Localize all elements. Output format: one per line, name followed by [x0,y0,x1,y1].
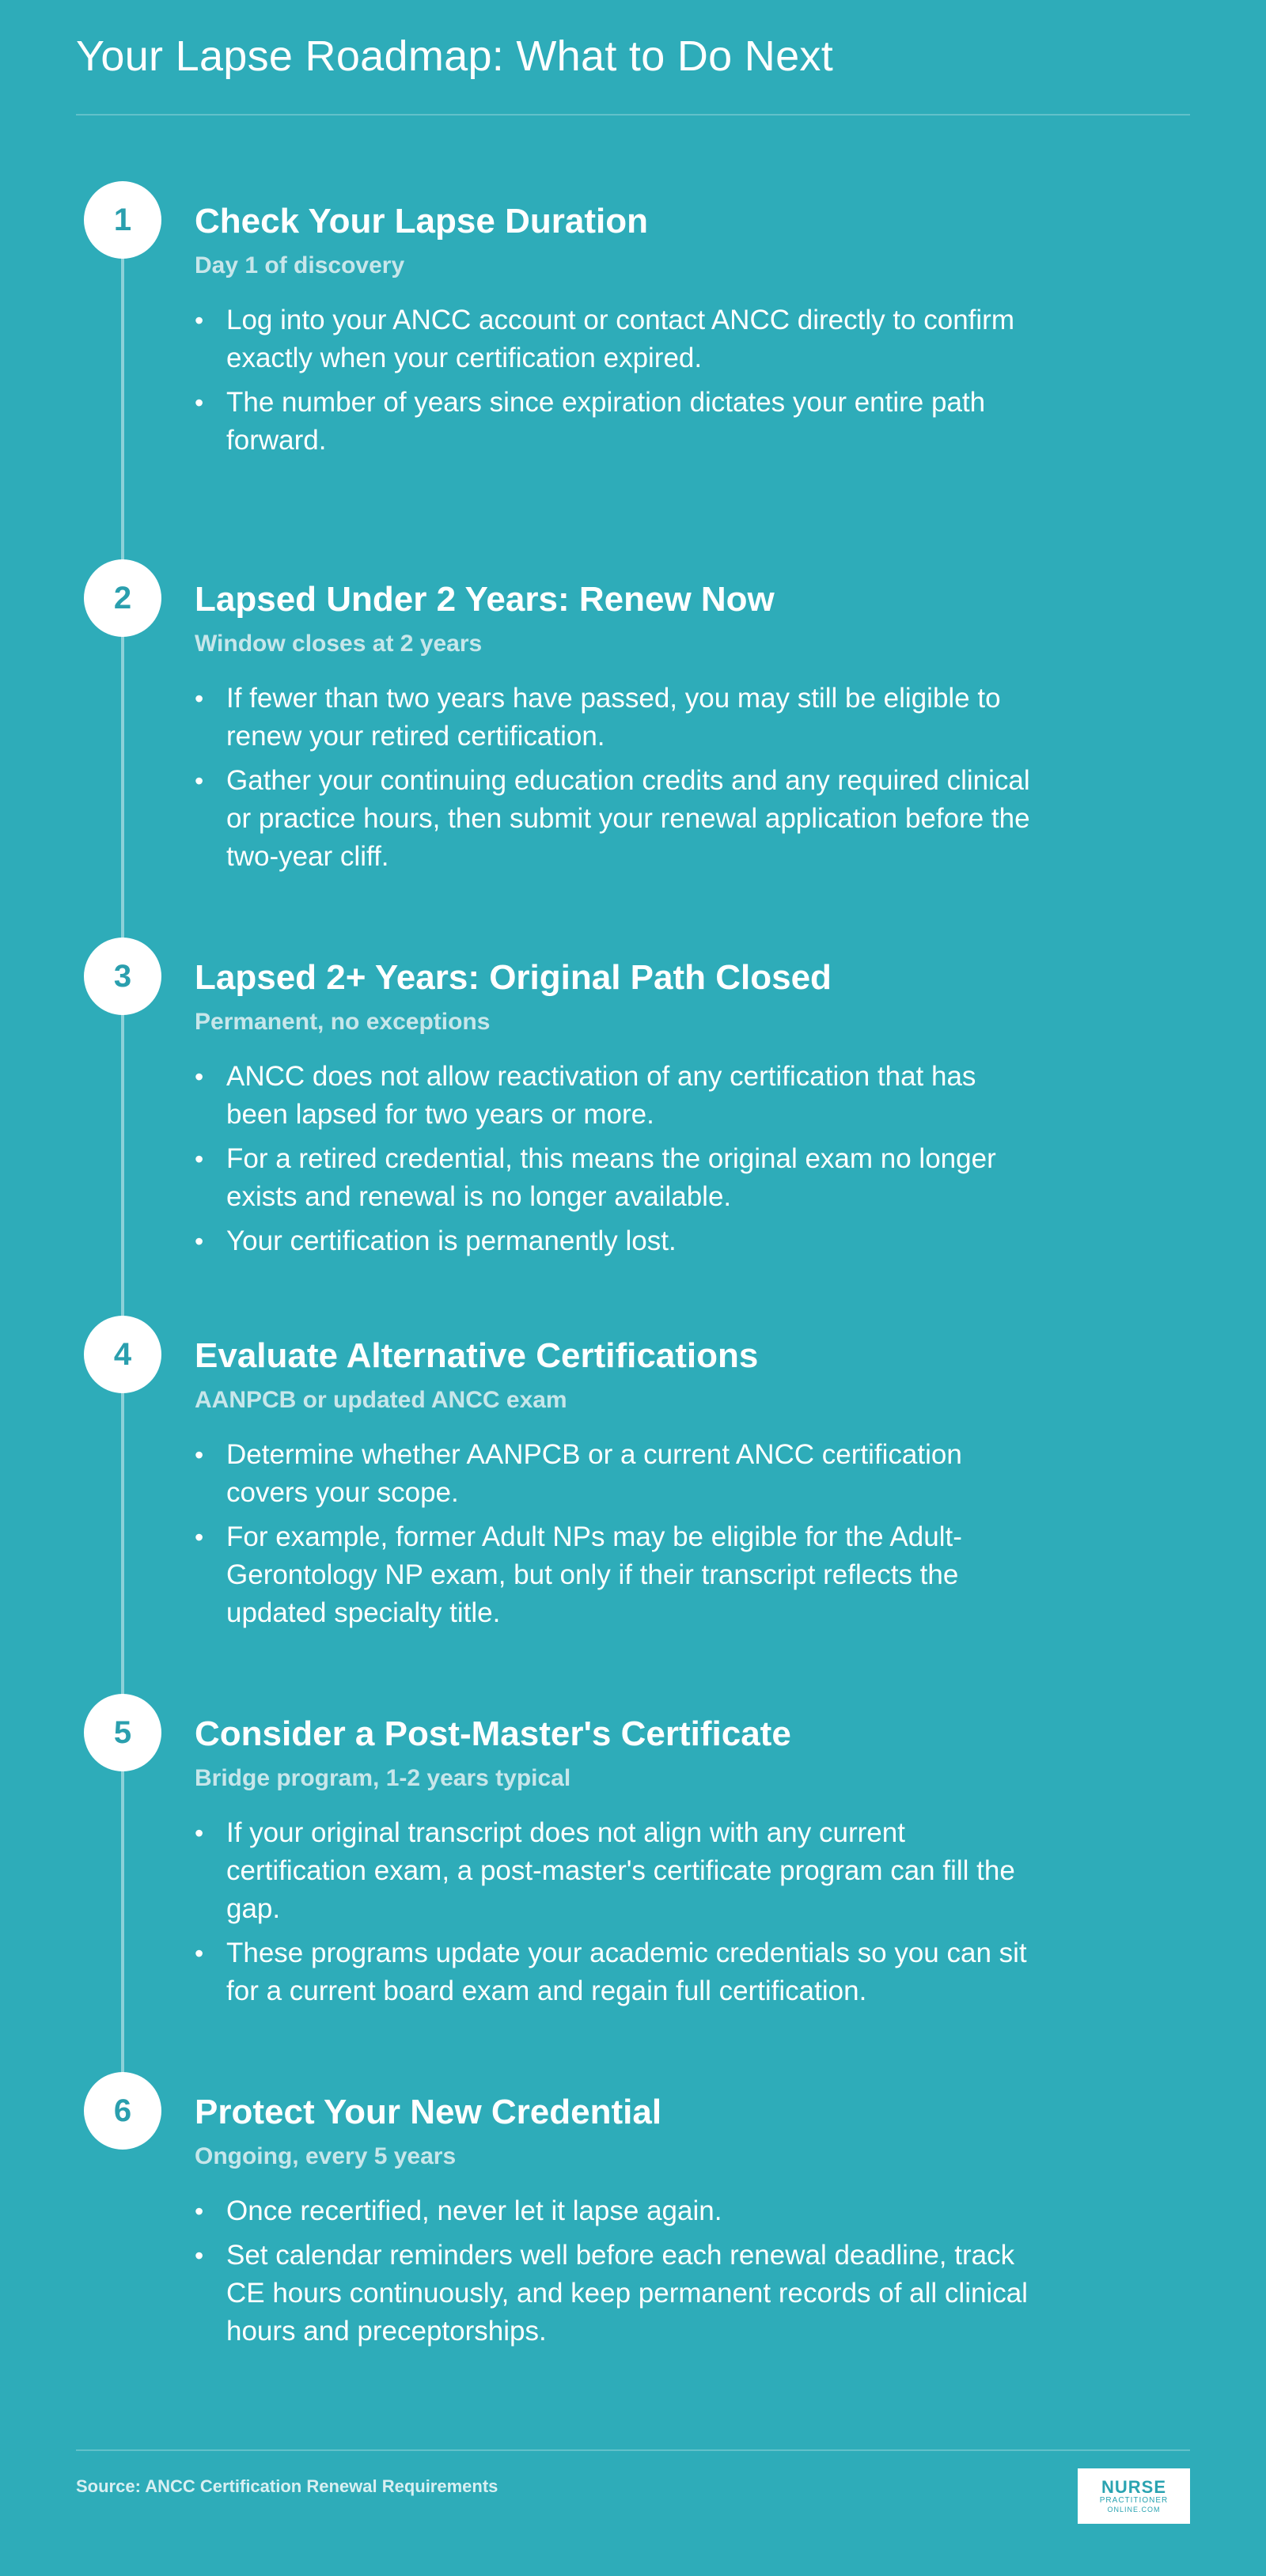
step-title: Protect Your New Credential [195,2093,662,2131]
step-subtitle: Bridge program, 1-2 years typical [195,1765,571,1791]
step-subtitle: Day 1 of discovery [195,252,405,278]
step-number-badge: 1 [84,181,161,259]
step-subtitle: Ongoing, every 5 years [195,2143,457,2169]
step-title: Check Your Lapse Duration [195,202,648,241]
logo-text-practitioner: PRACTITIONER [1099,2496,1169,2505]
logo-text-nurse: NURSE [1101,2477,1166,2497]
step-bullet: • ANCC does not allow reactivation of any certification that has been lapsed for two years or more. [195,1058,1033,1134]
step-bullet: • Log into your ANCC account or contact ANCC directly to confirm exactly when your certification expired. [195,301,1033,377]
step-bullet: • Set calendar reminders well before each renewal deadline, track CE hours continuously, and keep permanent records of all clinical hours and preceptorships. [195,2237,1033,2351]
step-bullet: • The number of years since expiration dictates your entire path forward. [195,384,1033,460]
logo-text-online: ONLINE.COM [1107,2506,1161,2513]
step-number-badge: 2 [84,559,161,637]
step-title: Lapsed 2+ Years: Original Path Closed [195,958,832,997]
step-subtitle: AANPCB or updated ANCC exam [195,1387,567,1413]
step-bullet: • If your original transcript does not align with any current certification exam, a post-master's certificate program can fill the gap. [195,1814,1033,1928]
step-bullet-list [195,2192,1033,2357]
step-bullet-list [195,680,1033,882]
step-bullet-list [195,1814,1033,2017]
step-bullet-list [195,301,1033,466]
title-divider [76,114,1190,116]
step-bullet: • Your certification is permanently lost. [195,1222,1033,1260]
step-number-badge: 6 [84,2072,161,2150]
step-title: Lapsed Under 2 Years: Renew Now [195,580,775,619]
step-title: Evaluate Alternative Certifications [195,1336,759,1375]
step-title: Consider a Post-Master's Certificate [195,1714,791,1753]
step-bullet: • These programs update your academic credentials so you can sit for a current board exam and regain full certification. [195,1934,1033,2010]
step-subtitle: Permanent, no exceptions [195,1009,491,1035]
step-bullet-list [195,1436,1033,1638]
step-bullet: • If fewer than two years have passed, you may still be eligible to renew your retired certification. [195,680,1033,756]
step-bullet: • For a retired credential, this means the original exam no longer exists and renewal is no longer available. [195,1140,1033,1216]
step-number-badge: 5 [84,1694,161,1771]
step-number-badge: 3 [84,938,161,1015]
step-bullet: • For example, former Adult NPs may be eligible for the Adult-Gerontology NP exam, but only if their transcript reflects the updated specialty title. [195,1518,1033,1632]
step-subtitle: Window closes at 2 years [195,631,483,657]
source-note: Source: ANCC Certification Renewal Requirements [76,2476,498,2496]
brand-logo [1078,2468,1190,2524]
step-bullet-list [195,1058,1033,1267]
step-bullet: • Determine whether AANPCB or a current ANCC certification covers your scope. [195,1436,1033,1512]
step-number-badge: 4 [84,1316,161,1393]
step-bullet: • Once recertified, never let it lapse again. [195,2192,1033,2230]
step-bullet: • Gather your continuing education credits and any required clinical or practice hours, then submit your renewal application before the two-year cliff. [195,762,1033,876]
page-title: Your Lapse Roadmap: What to Do Next [76,32,834,80]
footer-divider [76,2449,1190,2451]
timeline-line [121,218,124,2117]
